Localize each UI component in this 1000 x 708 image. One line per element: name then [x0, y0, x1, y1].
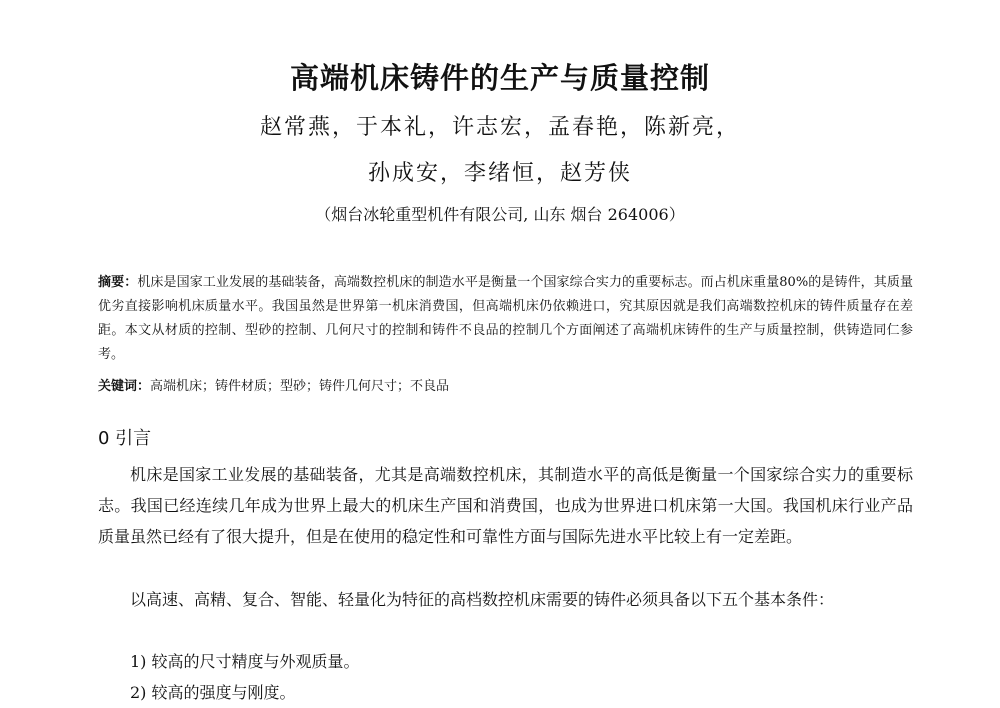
affiliation: （烟台冰轮重型机件有限公司, 山东 烟台 264006） — [315, 205, 685, 224]
authors-line-2: 孙成安，李绪恒，赵芳侠 — [367, 161, 632, 186]
body-paragraph-2: 以高速、高精、复合、智能、轻量化为特征的高档数控机床需要的铸件必须具备以下五个基本条件： — [130, 590, 835, 609]
keywords-text: 高端机床；铸件材质；型砂；铸件几何尺寸；不良品 — [150, 379, 450, 394]
abstract-text: 机床是国家工业发展的基础装备，高端数控机床的制造水平是衡量一个国家综合实力的重要标志。而占机床重量80%的是铸件，其质量优劣直接影响机床质量水平。我国虽然是世界第一机床消费国，但高端机床仍依赖进口，究其原因就是我们高端数控机床的铸件质量存在差距。本文从材质的控制、型砂的控制、几何尺寸的控制和铸件不良品的控制几个方面阐述了高端机床铸件的生产与质量控制，供铸造同仁参考。 — [98, 275, 913, 362]
list-item-1: 1) 较高的尺寸精度与外观质量。 — [130, 652, 360, 671]
keywords — [98, 375, 913, 399]
keywords-label: 关键词： — [98, 379, 151, 394]
authors-line-1: 赵常燕，于本礼，许志宏，孟春艳，陈新亮， — [259, 115, 740, 140]
paper-title: 高端机床铸件的生产与质量控制 — [289, 61, 710, 95]
body-paragraph-1: 机床是国家工业发展的基础装备，尤其是高端数控机床，其制造水平的高低是衡量一个国家综合实力的重要标志。我国已经连续几年成为世界上最大的机床生产国和消费国，也成为世界进口机床第一大国。我国机床行业产品质量虽然已经有了很大提升，但是在使用的稳定性和可靠性方面与国际先进水平比较上有一定差距。 — [98, 465, 913, 546]
list-item-2: 2) 较高的强度与刚度。 — [130, 683, 296, 702]
abstract — [98, 271, 913, 367]
section-heading: 0 引言 — [98, 428, 152, 449]
abstract-label: 摘要： — [98, 275, 138, 290]
